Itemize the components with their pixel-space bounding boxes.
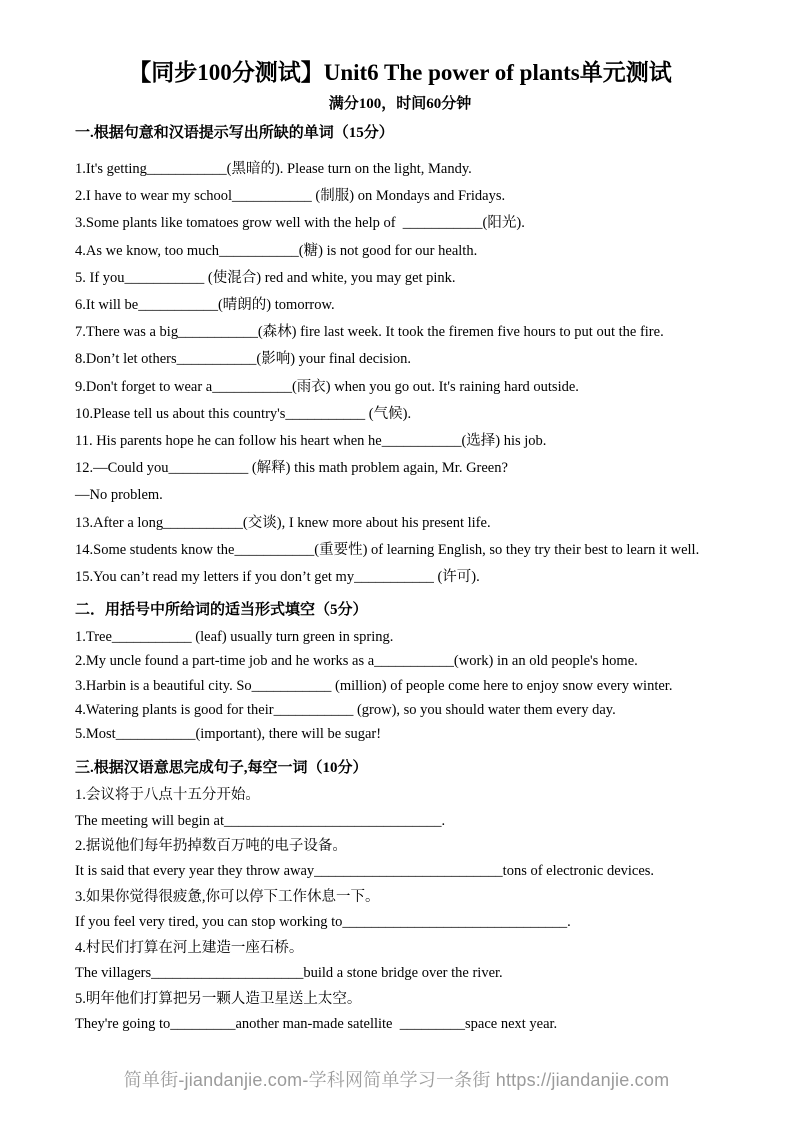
question-line: 9.Don't forget to wear a___________(雨衣) when you go out. It's raining hard outside.: [75, 378, 579, 395]
section-heading: 一.根据句意和汉语提示写出所缺的单词（15分）: [75, 125, 394, 141]
section-heading: 二．用括号中所给词的适当形式填空（5分）: [75, 602, 368, 619]
question-line: 2.I have to wear my school___________ (制服) on Mondays and Fridays.: [75, 188, 506, 205]
question-line: The meeting will begin at______________________________.: [75, 812, 446, 829]
question-line: 5.Most___________(important), there will be sugar!: [75, 726, 382, 743]
question-line: —No problem.: [75, 487, 163, 504]
question-line: 8.Don’t let others___________(影响) your final decision.: [75, 351, 411, 368]
question-line: 2.据说他们每年扔掉数百万吨的电子设备。: [75, 838, 347, 855]
question-line: 3.如果你觉得很疲惫,你可以停下工作休息一下。: [75, 888, 380, 905]
question-line: 5.明年他们打算把另一颗人造卫星送上太空。: [75, 990, 362, 1007]
question-line: 11. His parents hope he can follow his heart when he___________(选择) his job.: [75, 433, 547, 450]
question-line: 15.You can’t read my letters if you don’t get my___________ (许可).: [75, 569, 480, 586]
question-line: 7.There was a big___________(森林) fire last week. It took the firemen five hours to put out the fire.: [75, 324, 664, 341]
page-title: 【同步100分测试】Unit6 The power of plants单元测试: [128, 60, 672, 85]
question-line: 3.Harbin is a beautiful city. So___________ (million) of people come here to enjoy snow every winter.: [75, 677, 673, 694]
question-line: 1.Tree___________ (leaf) usually turn green in spring.: [75, 629, 394, 646]
question-line: 14.Some students know the___________(重要性) of learning English, so they try their best to learn it well.: [75, 541, 700, 558]
section-lines: [75, 156, 725, 591]
watermark-footer: 简单街-jiandanjie.com-学科网简单学习一条街 https://jiandanjie.com: [123, 1070, 670, 1090]
question-line: 1.It's getting___________(黑暗的). Please turn on the light, Mandy.: [75, 161, 472, 177]
question-line: 4.As we know, too much___________(糖) is not good for our health.: [75, 242, 478, 259]
question-line: 12.—Could you___________ (解释) this math problem again, Mr. Green?: [75, 460, 508, 477]
question-line: The villagers_____________________build a stone bridge over the river.: [75, 965, 503, 982]
section-heading: 三.根据汉语意思完成句子,每空一词（10分）: [75, 760, 368, 777]
question-line: 4.村民们打算在河上建造一座石桥。: [75, 939, 304, 956]
question-line: They're going to_________another man-made satellite _________space next year.: [75, 1015, 558, 1032]
question-line: 4.Watering plants is good for their___________ (grow), so you should water them every day.: [75, 701, 616, 718]
question-line: 10.Please tell us about this country's___________ (气候).: [75, 405, 412, 422]
question-line: 3.Some plants like tomatoes grow well with the help of ___________(阳光).: [75, 215, 525, 232]
page-subtitle: 满分100，时间60分钟: [328, 96, 472, 112]
question-line: If you feel very tired, you can stop working to_______________________________.: [75, 914, 571, 931]
question-line: 6.It will be___________(晴朗的) tomorrow.: [75, 297, 335, 314]
question-line: 1.会议将于八点十五分开始。: [75, 787, 260, 804]
question-line: It is said that every year they throw away__________________________tons of electronic devices.: [75, 863, 655, 880]
question-line: 5. If you___________ (使混合) red and white, you may get pink.: [75, 269, 456, 286]
test-body: [75, 118, 725, 1037]
section-lines: [75, 625, 725, 746]
question-line: 2.My uncle found a part-time job and he works as a___________(work) in an old people's home.: [75, 653, 638, 670]
section-lines: [75, 783, 725, 1037]
question-line: 13.After a long___________(交谈), I knew more about his present life.: [75, 514, 491, 531]
